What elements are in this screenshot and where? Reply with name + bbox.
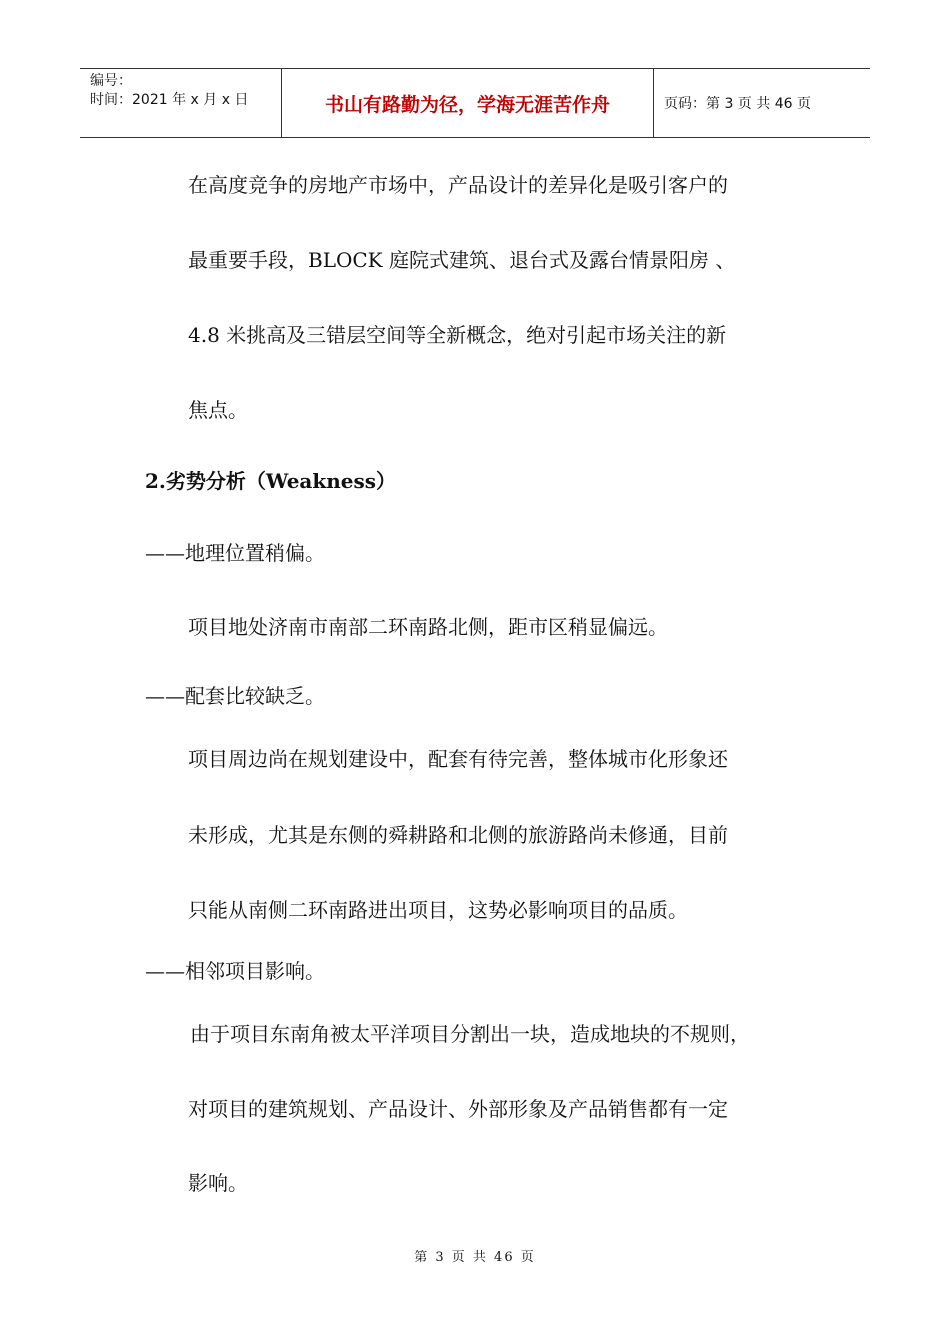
paragraph-line: 焦点。 (188, 398, 248, 422)
paragraph-line: 影响。 (188, 1171, 248, 1195)
paragraph-line: 对项目的建筑规划、产品设计、外部形象及产品销售都有一定 (188, 1097, 728, 1121)
paragraph-line: 项目周边尚在规划建设中，配套有待完善，整体城市化形象还 (188, 747, 728, 771)
time-label: 时间：2021 年 x 月 x 日 (90, 92, 249, 108)
paragraph-line: 未形成，尤其是东侧的舜耕路和北侧的旅游路尚未修通，目前 (188, 823, 728, 847)
list-item-heading: ——地理位置稍偏。 (145, 541, 325, 565)
number-label: 编号： (90, 73, 132, 89)
paragraph-line: 项目地处济南市南部二环南路北侧，距市区稍显偏远。 (188, 615, 668, 639)
header-page-info: 页码：第 3 页 共 46 页 (664, 96, 811, 112)
header-motto: 书山有路勤为径，学海无涯苦作舟 (282, 69, 654, 137)
paragraph-line: 只能从南侧二环南路进出项目，这势必影响项目的品质。 (188, 898, 688, 922)
header-left (80, 69, 282, 137)
list-item-heading: ——配套比较缺乏。 (145, 684, 325, 708)
page-footer: 第 3 页 共 46 页 (414, 1250, 536, 1265)
paragraph-line: 最重要手段，BLOCK 庭院式建筑、退台式及露台情景阳房 、 (188, 248, 736, 272)
paragraph-line: 由于项目东南角被太平洋项目分割出一块，造成地块的不规则， (190, 1022, 750, 1046)
list-item-heading: ——相邻项目影响。 (145, 959, 325, 983)
page-header (80, 68, 870, 138)
paragraph-line: 4.8 米挑高及三错层空间等全新概念，绝对引起市场关注的新 (188, 323, 727, 347)
paragraph-line: 在高度竞争的房地产市场中，产品设计的差异化是吸引客户的 (188, 173, 728, 197)
section-heading: 2.劣势分析（Weakness） (145, 469, 397, 493)
